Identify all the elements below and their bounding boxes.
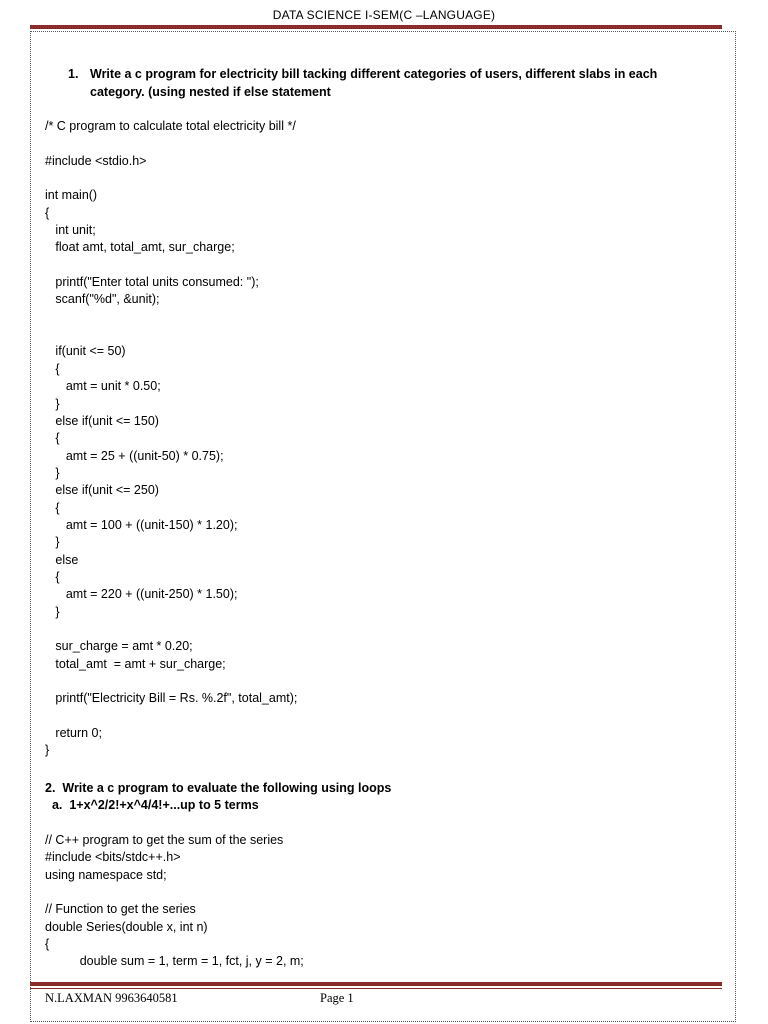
code-line: } bbox=[45, 743, 50, 758]
code-block-1 bbox=[45, 118, 297, 760]
code-line: else bbox=[45, 552, 79, 567]
code-line: } bbox=[45, 396, 60, 411]
code-line: if(unit <= 50) bbox=[45, 344, 126, 359]
code-line: amt = 220 + ((unit-250) * 1.50); bbox=[45, 587, 238, 602]
code-line: // C++ program to get the sum of the series bbox=[45, 833, 284, 847]
code-line: else if(unit <= 250) bbox=[45, 483, 159, 498]
code-line: return 0; bbox=[45, 726, 102, 741]
code-line: double sum = 1, term = 1, fct, j, y = 2, m; bbox=[45, 954, 304, 969]
footer-rule-thin bbox=[30, 988, 722, 989]
footer-page-number: Page 1 bbox=[320, 991, 354, 1005]
code-line: { bbox=[45, 500, 60, 515]
footer-author: N.LAXMAN 9963640581 bbox=[45, 991, 178, 1005]
code-block-2 bbox=[45, 832, 304, 971]
code-line: total_amt = amt + sur_charge; bbox=[45, 656, 226, 671]
page-header-title: DATA SCIENCE I-SEM(C –LANGUAGE) bbox=[272, 8, 496, 22]
code-line: int unit; bbox=[45, 223, 96, 238]
code-line: /* C program to calculate total electricity bill */ bbox=[45, 119, 296, 133]
code-line: amt = unit * 0.50; bbox=[45, 379, 161, 394]
code-line: scanf("%d", &unit); bbox=[45, 292, 160, 307]
code-line: amt = 100 + ((unit-150) * 1.20); bbox=[45, 517, 238, 532]
code-line bbox=[45, 257, 297, 274]
code-line bbox=[45, 708, 297, 725]
code-line: { bbox=[45, 569, 60, 584]
code-line bbox=[45, 673, 297, 690]
footer-rule bbox=[30, 982, 722, 986]
code-line: { bbox=[45, 205, 50, 220]
code-line bbox=[45, 326, 297, 343]
code-line: { bbox=[45, 361, 60, 376]
code-line: #include <bits/stdc++.h> bbox=[45, 850, 181, 865]
code-line bbox=[45, 621, 297, 638]
question-1-text: Write a c program for electricity bill tacking different categories of users, different slabs in each category. (using nested if else statement bbox=[90, 67, 658, 99]
question-2-title: 2. Write a c program to evaluate the following using loops bbox=[45, 781, 392, 795]
code-line: printf("Enter total units consumed: "); bbox=[45, 275, 259, 290]
code-line: { bbox=[45, 431, 60, 446]
code-line: // Function to get the series bbox=[45, 902, 196, 917]
code-line: } bbox=[45, 465, 60, 480]
code-line: printf("Electricity Bill = Rs. %.2f", total_amt); bbox=[45, 691, 298, 706]
code-line bbox=[45, 309, 297, 326]
code-line: using namespace std; bbox=[45, 867, 167, 882]
code-line bbox=[45, 135, 297, 152]
code-line: #include <stdio.h> bbox=[45, 153, 147, 168]
question-2-sub: a. 1+x^2/2!+x^4/4!+...up to 5 terms bbox=[45, 798, 259, 812]
code-line bbox=[45, 170, 297, 187]
code-line bbox=[45, 884, 304, 901]
code-line: int main() bbox=[45, 188, 98, 203]
code-line: sur_charge = amt * 0.20; bbox=[45, 639, 193, 654]
code-line: else if(unit <= 150) bbox=[45, 413, 159, 428]
code-line: amt = 25 + ((unit-50) * 0.75); bbox=[45, 448, 224, 463]
header-rule bbox=[30, 25, 722, 29]
code-line: { bbox=[45, 937, 50, 952]
code-line: } bbox=[45, 604, 60, 619]
code-line: } bbox=[45, 535, 60, 550]
code-line: float amt, total_amt, sur_charge; bbox=[45, 240, 235, 255]
question-1-number: 1. bbox=[68, 67, 79, 81]
code-line: double Series(double x, int n) bbox=[45, 919, 208, 934]
